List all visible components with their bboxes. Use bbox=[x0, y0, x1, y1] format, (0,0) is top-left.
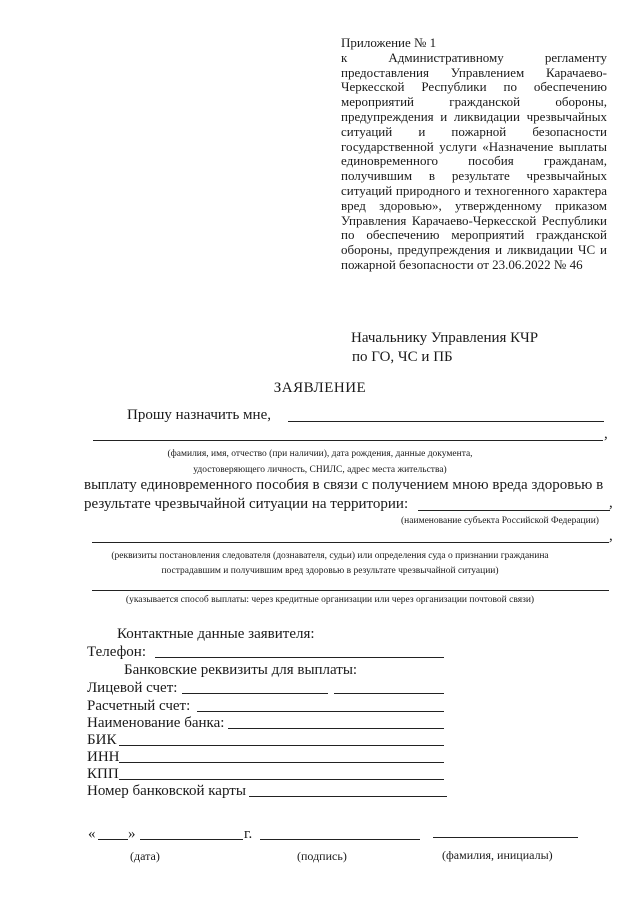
comma-1: , bbox=[604, 426, 608, 442]
bank-name-field[interactable] bbox=[228, 728, 444, 729]
applicant-field-2[interactable] bbox=[93, 440, 603, 441]
payment-method-field[interactable] bbox=[92, 590, 609, 591]
applicant-field-1[interactable] bbox=[288, 421, 604, 422]
details-field[interactable] bbox=[92, 542, 609, 543]
name-label: (фамилия, инициалы) bbox=[442, 848, 553, 862]
request-intro: Прошу назначить мне, bbox=[127, 407, 271, 423]
comma-3: , bbox=[609, 528, 613, 544]
inn-label: ИНН bbox=[87, 749, 120, 765]
bank-heading: Банковские реквизиты для выплаты: bbox=[124, 662, 358, 678]
addressee-line-2: по ГО, ЧС и ПБ bbox=[352, 349, 453, 365]
month-field[interactable] bbox=[140, 839, 243, 840]
addressee-line-1: Начальнику Управления КЧР bbox=[351, 330, 539, 346]
contacts-heading: Контактные данные заявителя: bbox=[117, 626, 315, 642]
name-field[interactable] bbox=[433, 837, 578, 838]
appendix-text: к Административному регламенту предоставления Управлением Карачаево-Черкесской Республики по обеспечению мероприятий гражданской обороны, предупреждения и ликвидации чрезвычайных ситуаций и пожарной безопасности государственной услуги «Назначение выплаты единовременного пособия гражданам, получившим в результате чрезвычайных ситуаций природного и техногенного характера вред здоровью», утвержденному приказом Управления Карачаево-Черкесской Республики по обеспечению мероприятий гражданской обороны, предупреждения и ликвидации ЧС и пожарной безопасности от 23.06.2022 № 46 bbox=[341, 49, 607, 272]
quote-open: « bbox=[88, 826, 96, 842]
bik-label: БИК bbox=[87, 732, 117, 748]
comma-2: , bbox=[609, 495, 613, 511]
kpp-field[interactable] bbox=[119, 779, 444, 780]
phone-label: Телефон: bbox=[87, 644, 146, 660]
date-label: (дата) bbox=[130, 849, 160, 863]
hint-details-2: пострадавшим и получившим вред здоровью в результате чрезвычайной ситуации) bbox=[161, 566, 499, 576]
hint-details-1: (реквизиты постановления следователя (дознавателя, судьи) или определения суда о признании гражданина bbox=[111, 551, 549, 561]
hint-person-2: удостоверяющего личность, СНИЛС, адрес места жительства) bbox=[193, 465, 447, 475]
card-number-label: Номер банковской карты bbox=[87, 783, 246, 799]
payment-line-2: результате чрезвычайной ситуации на территории: bbox=[84, 496, 409, 512]
hint-region: (наименование субъекта Российской Федерации) bbox=[401, 516, 599, 526]
day-field[interactable] bbox=[98, 839, 128, 840]
hint-person-1: (фамилия, имя, отчество (при наличии), дата рождения, данные документа, bbox=[167, 449, 473, 459]
appendix-heading: Приложение № 1 bbox=[341, 35, 437, 50]
sign-label: (подпись) bbox=[297, 849, 347, 863]
card-number-field[interactable] bbox=[249, 796, 447, 797]
bik-field[interactable] bbox=[119, 745, 444, 746]
personal-account-label: Лицевой счет: bbox=[87, 680, 178, 696]
region-field[interactable] bbox=[418, 510, 610, 511]
appendix-block bbox=[341, 36, 607, 273]
settlement-account-field[interactable] bbox=[197, 711, 444, 712]
signature-field[interactable] bbox=[260, 839, 420, 840]
inn-field[interactable] bbox=[119, 762, 444, 763]
kpp-label: КПП bbox=[87, 766, 119, 782]
bank-name-label: Наименование банка: bbox=[87, 715, 225, 731]
hint-method: (указывается способ выплаты: через кредитные организации или через организации почтовой связи) bbox=[125, 595, 535, 605]
personal-account-field-1[interactable] bbox=[182, 693, 328, 694]
quote-close: » bbox=[128, 826, 136, 842]
year-suffix: г. bbox=[244, 826, 253, 842]
personal-account-field-2[interactable] bbox=[334, 693, 444, 694]
document-title: ЗАЯВЛЕНИЕ bbox=[273, 380, 367, 396]
settlement-account-label: Расчетный счет: bbox=[87, 698, 191, 714]
phone-field[interactable] bbox=[155, 657, 444, 658]
addressee bbox=[351, 329, 538, 367]
payment-text bbox=[84, 476, 614, 514]
payment-line-1: выплату единовременного пособия в связи с получением мною вреда здоровью в bbox=[84, 477, 604, 493]
